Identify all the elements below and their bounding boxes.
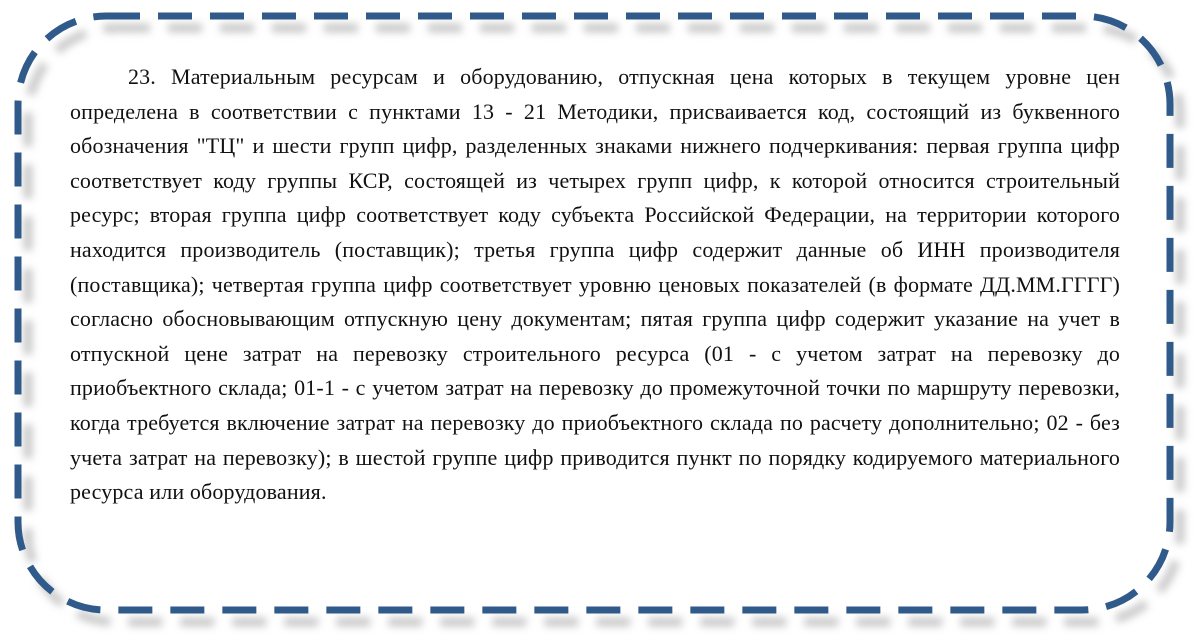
document-paragraph: 23. Материальным ресурсам и оборудованию, отпускная цена которых в текущем уровне цен определена в соответствии с пунктами 13 - 21 Методики, присваивается код, состоящий из буквенного обозначения "ТЦ" и шести групп цифр, разделенных знаками нижнего подчеркивания: первая группа цифр соответствует коду группы КСР, состоящей из четырех групп цифр, к которой относится строительный ресурс; вторая группа цифр соответствует коду субъекта Российской Федерации, на территории которого находится производитель (поставщик); третья группа цифр содержит данные об ИНН производителя (поставщика); четвертая группа цифр соответствует уровню ценовых показателей (в формате ДД.ММ.ГГГГ) согласно обосновывающим отпускную цену документам; пятая группа цифр содержит указание на учет в отпускной цене затрат на перевозку строительного ресурса (01 - с учетом затрат на перевозку до приобъектного склада; 01-1 - с учетом затрат на перевозку до промежуточной точки по маршруту перевозки, когда требуется включение затрат на перевозку до приобъектного склада по расчету дополнительно; 02 - без учета затрат на перевозку); в шестой группе цифр приводится пункт по порядку кодируемого материального ресурса или оборудования. (70, 64, 1120, 505)
